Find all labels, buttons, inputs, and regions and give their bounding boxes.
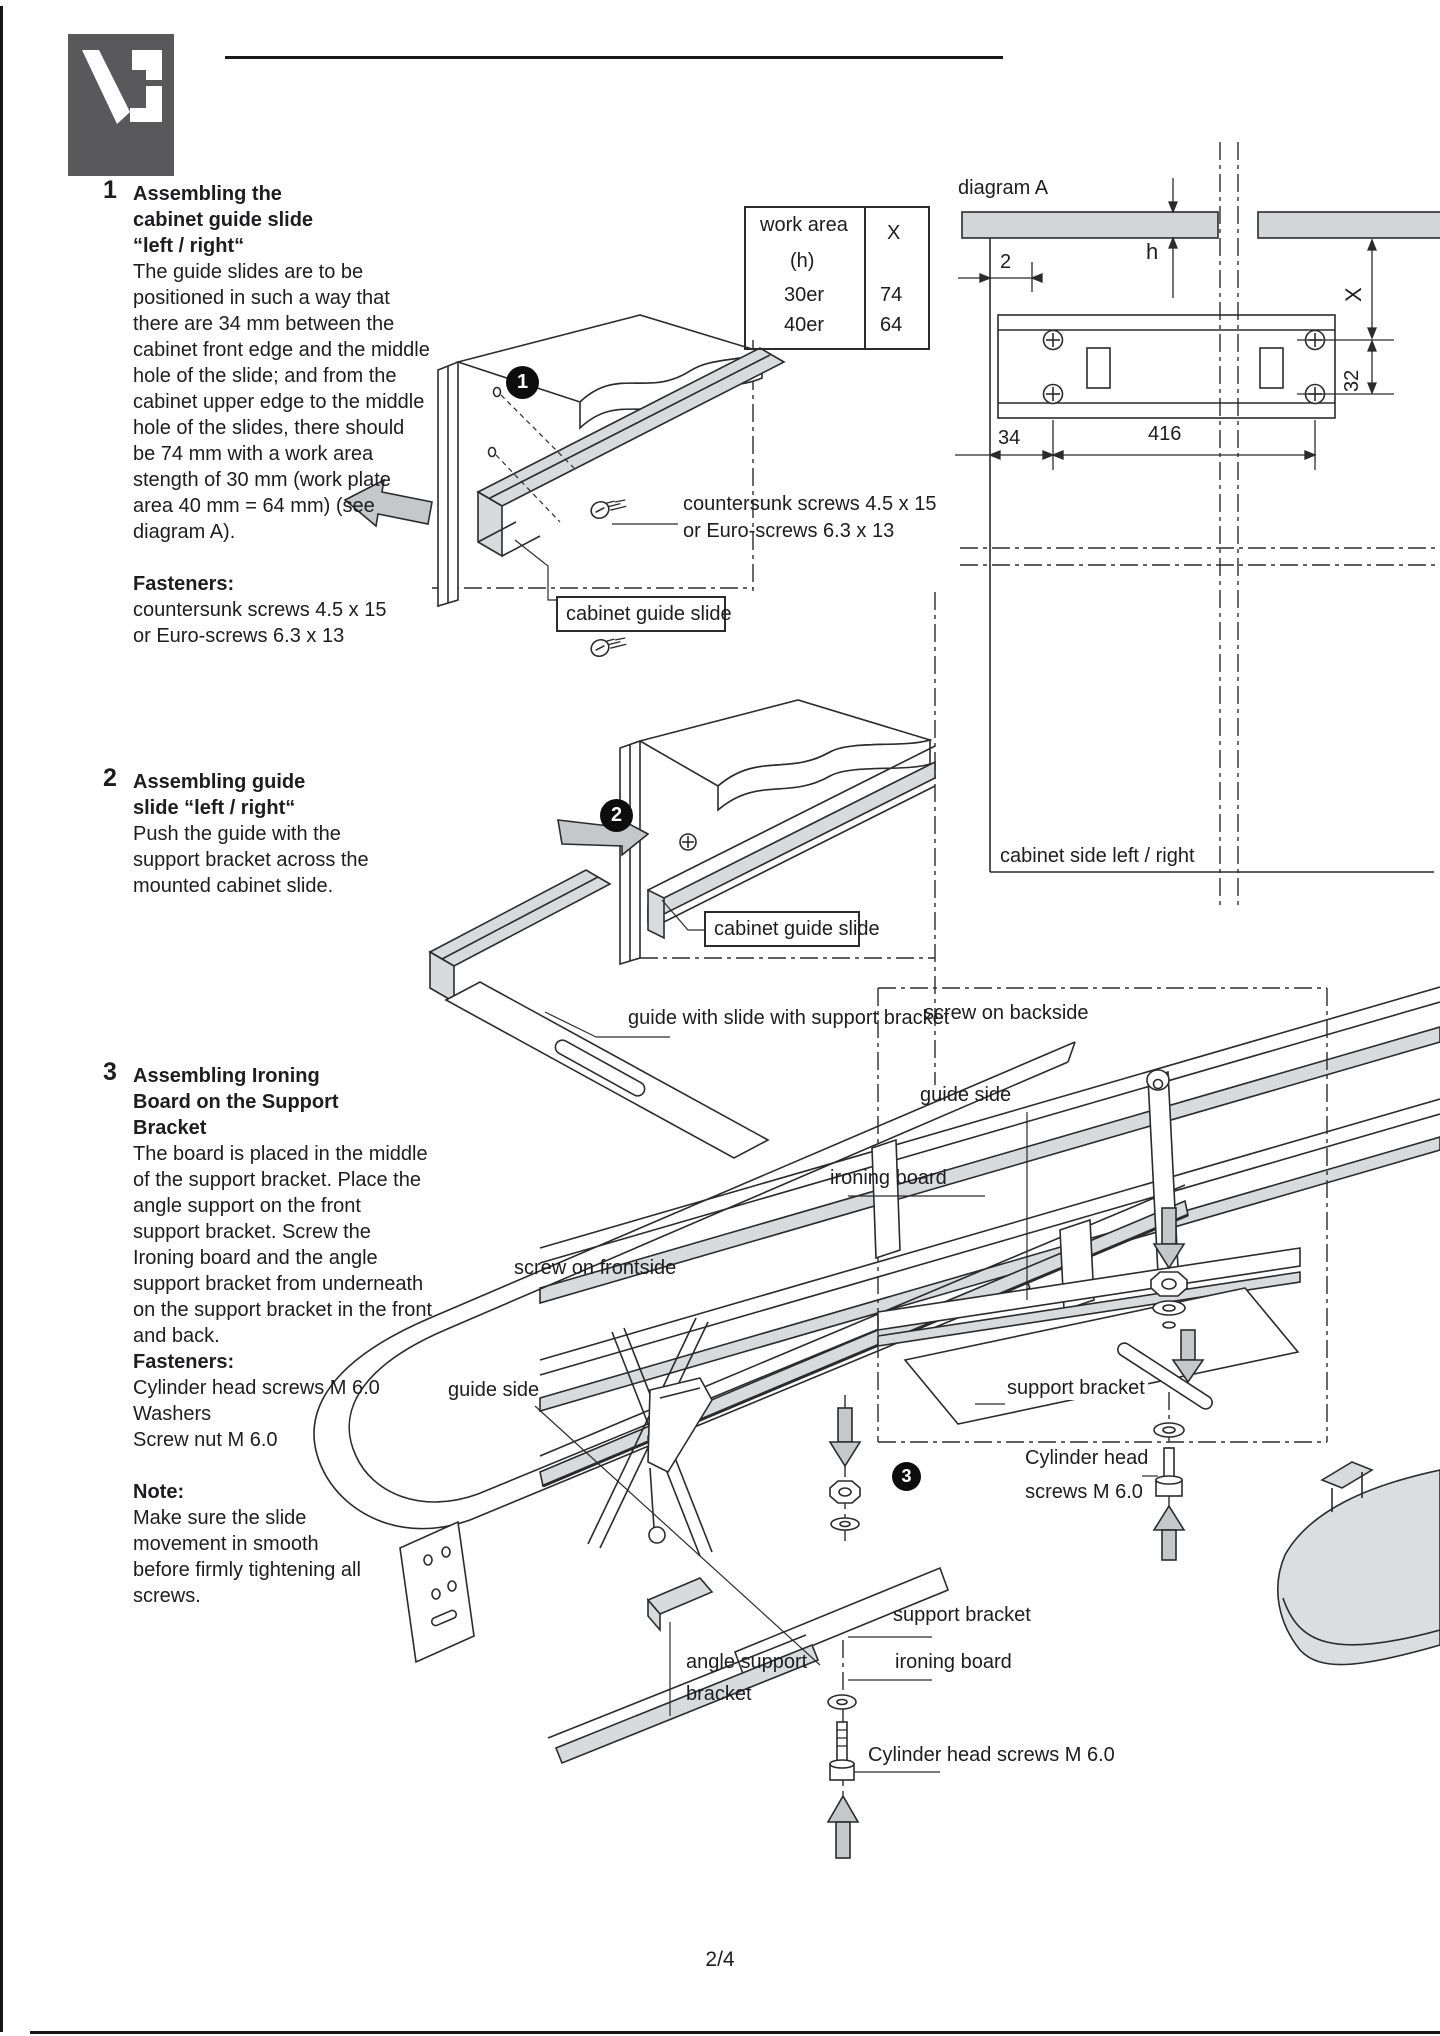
table-value-74: 74 [880,284,903,306]
countersunk-label-line1: countersunk screws 4.5 x 15 [683,493,937,515]
ironing-board-right-callout: ironing board [830,1167,947,1189]
dim-x-label: X [1341,287,1366,302]
cabinet-side-label: cabinet side left / right [1000,845,1195,867]
dim-34-label: 34 [998,427,1021,449]
section2-title: Assembling guide slide “left / right“ [133,771,306,819]
cylinder-head-right-line1: Cylinder head [1022,1446,1146,1470]
bottom-detail [548,1568,948,1858]
table-value-64: 64 [880,314,903,336]
support-bracket-bottom-callout: support bracket [893,1604,1031,1626]
guide-side-right-callout: guide side [920,1084,1012,1106]
countersunk-screw-icon [588,490,628,660]
ironing-board-tip [1278,1462,1440,1665]
section1-fastener2: or Euro-screws 6.3 x 13 [133,625,345,647]
section1-body: The guide slides are to be positioned in such a way that there are 34 mm between the cabinet front edge and the middle hole of the slide; and from the cabinet upper edge to the middle hole of the slides, there should be 74 mm with a work area stength of 30 mm (work plate area 40 mm = 64 mm) (see diagram A). [133,261,430,543]
section3-fastener2: Washers [133,1403,212,1425]
step-badge-1: 1 [506,366,539,399]
page-edge-line-left [0,6,3,2032]
dim-416-label: 416 [1148,423,1182,445]
diagram-a-title: diagram A [958,177,1049,199]
illustration-3-ironing-board [314,987,1440,1858]
support-bracket-right-callout: support bracket [1004,1376,1148,1400]
ironing-board-bottom-callout: ironing board [895,1651,1012,1673]
table-header-work-area: work area [760,214,848,236]
section3-number: 3 [103,1058,117,1086]
guide-with-slide-callout: guide with slide with support bracket [628,1007,950,1029]
section3-fastener1: Cylinder head screws M 6.0 [133,1377,380,1399]
table-sub-h: (h) [790,250,815,272]
section1-number: 1 [103,176,117,204]
section3-fasteners-label: Fasteners: [133,1351,235,1373]
angle-support-line1: angle support [686,1651,808,1673]
step-badge-2: 2 [600,799,633,832]
screw-frontside-callout: screw on frontside [514,1257,677,1279]
logo-mark-icon [68,34,174,176]
guide-side-left-callout: guide side [448,1379,540,1401]
section2-body: Push the guide with the support bracket across the mounted cabinet slide. [133,823,369,897]
page-number: 2/4 [705,1948,735,1971]
table-row-size-30: 30er [784,284,825,306]
centerlines [960,142,1440,905]
illustration-2-guide-slide [430,592,935,1158]
angle-support-line2: bracket [686,1683,752,1705]
section2-text [133,769,433,899]
diagram-a-drawing [955,142,1440,905]
cylinder-head-bottom-callout: Cylinder head screws M 6.0 [868,1744,1115,1766]
section1-title: Assembling the cabinet guide slide “left / right“ [133,183,314,257]
dim-2-label: 2 [1000,251,1012,273]
section1-fastener1: countersunk screws 4.5 x 15 [133,599,387,621]
section1-text [133,181,433,649]
cabinet-guide-slide-callout-1: cabinet guide slide [556,596,726,632]
section3-title: Assembling Ironing Board on the Support Bracket [133,1065,339,1139]
section1-fasteners-label: Fasteners: [133,573,235,595]
work-area-table [744,206,930,350]
section3-body: The board is placed in the middle of the support bracket. Place the angle support on the front support bracket. Screw the Ironing board and the angle support bracket from underneath on the support bracket in the front and back. [133,1143,433,1347]
step-badge-3: 3 [892,1462,921,1491]
page-edge-line-bottom [30,2031,1440,2034]
cabinet-guide-slide-callout-2: cabinet guide slide [704,911,860,947]
section3-note: Make sure the slide movement in smooth before firmly tightening all screws. [133,1507,361,1607]
dim-h-label: h [1146,239,1159,264]
section2-number: 2 [103,764,117,792]
cylinder-head-right-line2: screws M 6.0 [1022,1480,1146,1504]
header-rule [225,56,1003,59]
section3-text [133,1063,433,1609]
table-header-x: X [887,222,901,244]
table-divider [864,208,866,348]
countersunk-label-line2: or Euro-screws 6.3 x 13 [683,520,895,542]
section3-note-label: Note: [133,1481,185,1503]
section3-fastener3: Screw nut M 6.0 [133,1429,278,1451]
screw-backside-callout: screw on backside [924,1002,1089,1024]
table-row-size-40: 40er [784,314,825,336]
vauth-sagel-logo [68,34,174,176]
dim-32-label: 32 [1341,369,1363,392]
